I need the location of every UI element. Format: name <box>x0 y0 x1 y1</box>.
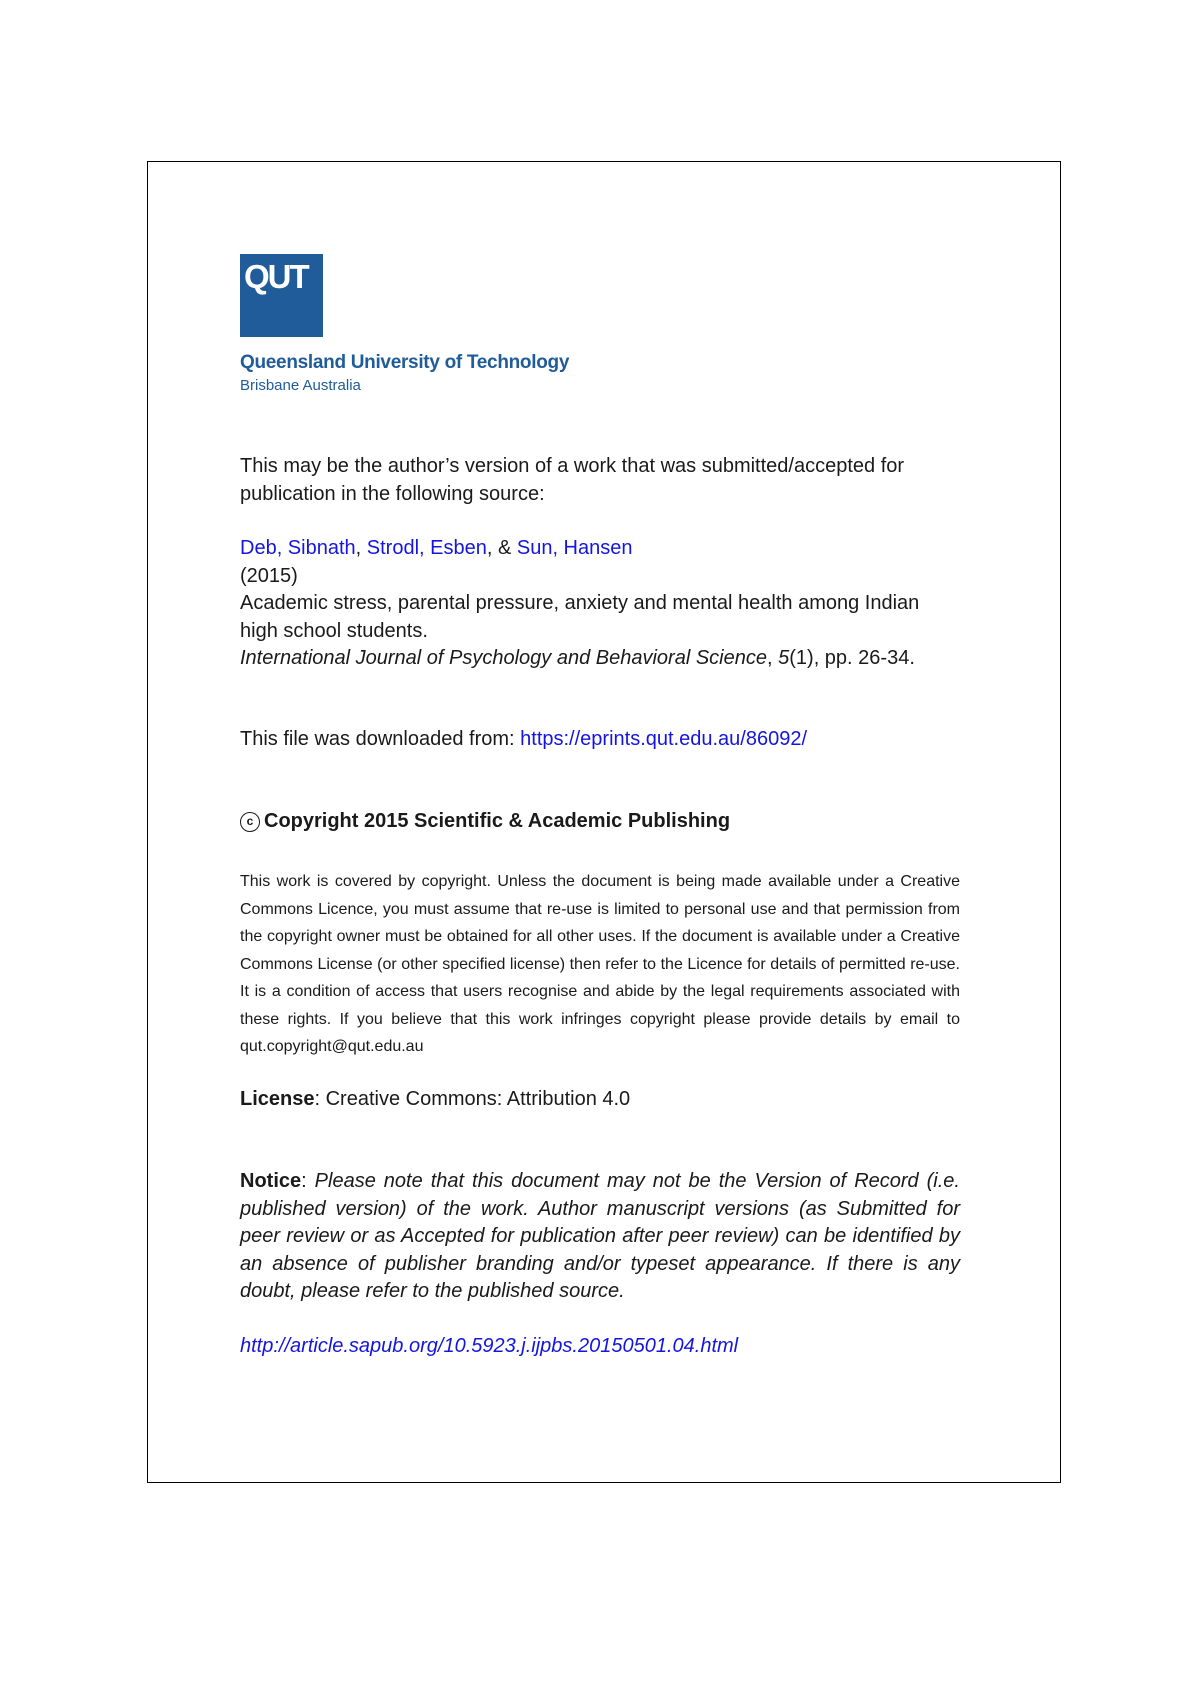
license-label: License <box>240 1088 315 1110</box>
license-line <box>240 1086 960 1114</box>
copyright-title: Copyright 2015 Scientific & Academic Publishing <box>264 810 731 832</box>
author-link-deb[interactable]: Deb, Sibnath <box>240 537 356 559</box>
volume-number: 5 <box>778 647 790 669</box>
author-list <box>240 535 960 563</box>
doi-line <box>240 1333 960 1361</box>
author-separator: , & <box>486 537 517 559</box>
intro-text: This may be the author’s version of a work that was submitted/accepted for publication in the following source: <box>240 455 905 505</box>
issue-pages: (1), pp. 26-34. <box>789 647 915 669</box>
copyright-body: This work is covered by copyright. Unless the document is being made available under a Creative Commons Licence, you must assume that re-use is limited to personal use and that permission from the copyright owner must be obtained for all other uses. If the document is available under a Creative Commons License (or other specified license) then refer to the Licence for details of permitted re-use. It is a condition of access that users recognise and abide by the legal requirements associated with these rights. If you believe that this work infringes copyright please provide details by email to qut.copyright@qut.edu.au <box>240 873 960 1055</box>
citation-source <box>240 645 960 673</box>
download-line <box>240 726 960 754</box>
copyright-icon: c <box>240 812 260 832</box>
notice-block <box>240 1168 960 1306</box>
qut-logo <box>240 254 323 337</box>
notice-label: Notice <box>240 1170 302 1192</box>
institution-location: Brisbane Australia <box>240 377 361 394</box>
author-link-sun[interactable]: Sun, Hansen <box>516 537 633 559</box>
logo-text: QUT <box>244 258 308 295</box>
author-link-strodl[interactable]: Strodl, Esben <box>366 537 487 559</box>
institution-name: Queensland University of Technology <box>240 352 570 373</box>
publisher-link[interactable]: http://article.sapub.org/10.5923.j.ijpbs.20150501.04.html <box>240 1335 739 1357</box>
eprints-link[interactable]: https://eprints.qut.edu.au/86092/ <box>520 728 808 750</box>
journal-name: International Journal of Psychology and Behavioral Science <box>240 647 767 669</box>
volume-prefix: , <box>767 647 779 669</box>
citation-block <box>240 535 960 673</box>
citation-title: Academic stress, parental pressure, anxiety and mental health among Indian high school students. <box>240 592 920 642</box>
download-label: This file was downloaded from: <box>240 728 521 750</box>
license-value: : Creative Commons: Attribution 4.0 <box>314 1088 631 1110</box>
citation-year: (2015) <box>240 564 298 587</box>
notice-colon: : <box>301 1170 315 1192</box>
author-separator: , <box>355 537 367 559</box>
copyright-heading <box>240 810 730 833</box>
notice-text: Please note that this document may not be the Version of Record (i.e. published version) of the work. Author manuscript versions (as Submitted for peer review or as Accepted for publication after peer review) can be identified by an absence of publisher branding and/or typeset appearance. If there is any doubt, please refer to the published source. <box>240 1170 960 1302</box>
